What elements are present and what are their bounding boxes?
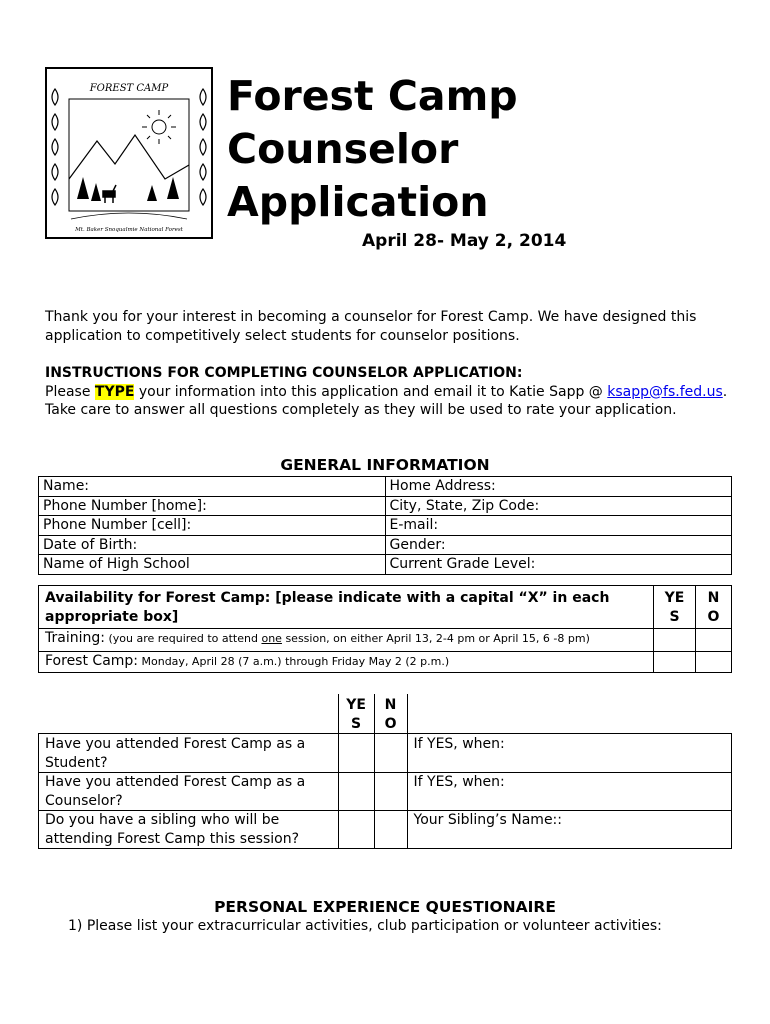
blank-cell — [39, 694, 339, 734]
grade-level-field[interactable]: Current Grade Level: — [385, 555, 732, 575]
camp-yes-box[interactable] — [654, 651, 696, 673]
training-detail-b: session, on either April 13, 2-4 pm or April 15, 6 -8 pm) — [281, 632, 590, 645]
phone-cell-field[interactable]: Phone Number [cell]: — [39, 516, 386, 536]
camp-detail: Monday, April 28 (7 a.m.) through Friday May 2 (2 p.m.) — [138, 654, 450, 668]
instructions-text-2: your information into this application and email it to Katie Sapp @ — [134, 383, 608, 400]
email-field[interactable]: E-mail: — [385, 516, 732, 536]
table-row — [39, 477, 732, 497]
attended-student-no-box[interactable] — [374, 734, 407, 773]
training-label: Training: — [45, 630, 105, 646]
instructions — [45, 364, 735, 420]
yes-column-header: YE S — [654, 586, 696, 629]
table-row — [39, 694, 732, 734]
attended-counselor-yes-box[interactable] — [338, 773, 374, 811]
sibling-no-box[interactable] — [374, 811, 407, 849]
table-row — [39, 535, 732, 555]
table-row — [39, 555, 732, 575]
attended-counselor-question: Have you attended Forest Camp as a Counselor? — [39, 773, 339, 811]
training-no-box[interactable] — [696, 629, 732, 652]
camp-dates: April 28- May 2, 2014 — [362, 231, 567, 251]
training-detail — [105, 632, 590, 645]
sibling-question: Do you have a sibling who will be attending Forest Camp this session? — [39, 811, 339, 849]
training-yes-box[interactable] — [654, 629, 696, 652]
camp-row-label — [39, 651, 654, 673]
city-state-zip-field[interactable]: City, State, Zip Code: — [385, 496, 732, 516]
sibling-yes-box[interactable] — [338, 811, 374, 849]
availability-header: Availability for Forest Camp: [please indicate with a capital “X” in each appropriate box] — [39, 586, 654, 629]
question-1: 1) Please list your extracurricular activities, club participation or volunteer activities: — [68, 918, 662, 934]
table-row — [39, 773, 732, 811]
training-one: one — [261, 632, 282, 645]
phone-home-field[interactable]: Phone Number [home]: — [39, 496, 386, 516]
general-info-title: GENERAL INFORMATION — [280, 456, 490, 474]
camp-label: Forest Camp: — [45, 652, 139, 669]
table-row — [39, 496, 732, 516]
gender-field[interactable]: Gender: — [385, 535, 732, 555]
email-link[interactable]: ksapp@fs.fed.us — [607, 383, 723, 400]
availability-table — [38, 585, 732, 673]
instructions-heading: INSTRUCTIONS FOR COMPLETING COUNSELOR APPLICATION: — [45, 365, 523, 381]
table-row — [39, 586, 732, 629]
yes-column-header: YE S — [338, 694, 374, 734]
attended-counselor-no-box[interactable] — [374, 773, 407, 811]
personal-experience-title: PERSONAL EXPERIENCE QUESTIONAIRE — [214, 898, 556, 916]
table-row — [39, 516, 732, 536]
high-school-field[interactable]: Name of High School — [39, 555, 386, 575]
table-row — [39, 629, 732, 652]
table-row — [39, 651, 732, 673]
training-row-label — [39, 629, 654, 652]
sibling-name-field[interactable]: Your Sibling’s Name:: — [407, 811, 731, 849]
camp-no-box[interactable] — [696, 651, 732, 673]
blank-cell — [407, 694, 731, 734]
type-highlight: TYPE — [94, 383, 135, 400]
table-row — [39, 811, 732, 849]
title-line-1: Forest Camp — [227, 72, 518, 120]
page-title — [227, 70, 518, 229]
no-column-header: N O — [374, 694, 407, 734]
training-detail-a: (you are required to attend — [104, 632, 262, 645]
general-info-table — [38, 476, 732, 575]
logo-heading: FOREST CAMP — [89, 83, 169, 94]
title-line-2: Counselor — [227, 125, 459, 173]
home-address-field[interactable]: Home Address: — [385, 477, 732, 497]
title-line-3: Application — [227, 178, 489, 226]
name-field[interactable]: Name: — [39, 477, 386, 497]
forest-camp-logo — [45, 67, 213, 239]
no-column-header: N O — [696, 586, 732, 629]
logo-illustration — [47, 69, 211, 237]
instructions-text-1: Please — [45, 383, 95, 400]
date-of-birth-field[interactable]: Date of Birth: — [39, 535, 386, 555]
attended-counselor-when-field[interactable]: If YES, when: — [407, 773, 731, 811]
intro-paragraph: Thank you for your interest in becoming a counselor for Forest Camp. We have designed this application to competitively select students for counselor positions. — [45, 309, 697, 344]
attended-student-question: Have you attended Forest Camp as a Student? — [39, 734, 339, 773]
instructions-text-3: . Take care to answer all questions completely as they will be used to rate your application. — [45, 383, 728, 418]
camp-history-table — [38, 694, 732, 849]
attended-student-yes-box[interactable] — [338, 734, 374, 773]
table-row — [39, 734, 732, 773]
attended-student-when-field[interactable]: If YES, when: — [407, 734, 731, 773]
logo-caption: Mt. Baker Snoqualmie National Forest — [75, 227, 183, 233]
